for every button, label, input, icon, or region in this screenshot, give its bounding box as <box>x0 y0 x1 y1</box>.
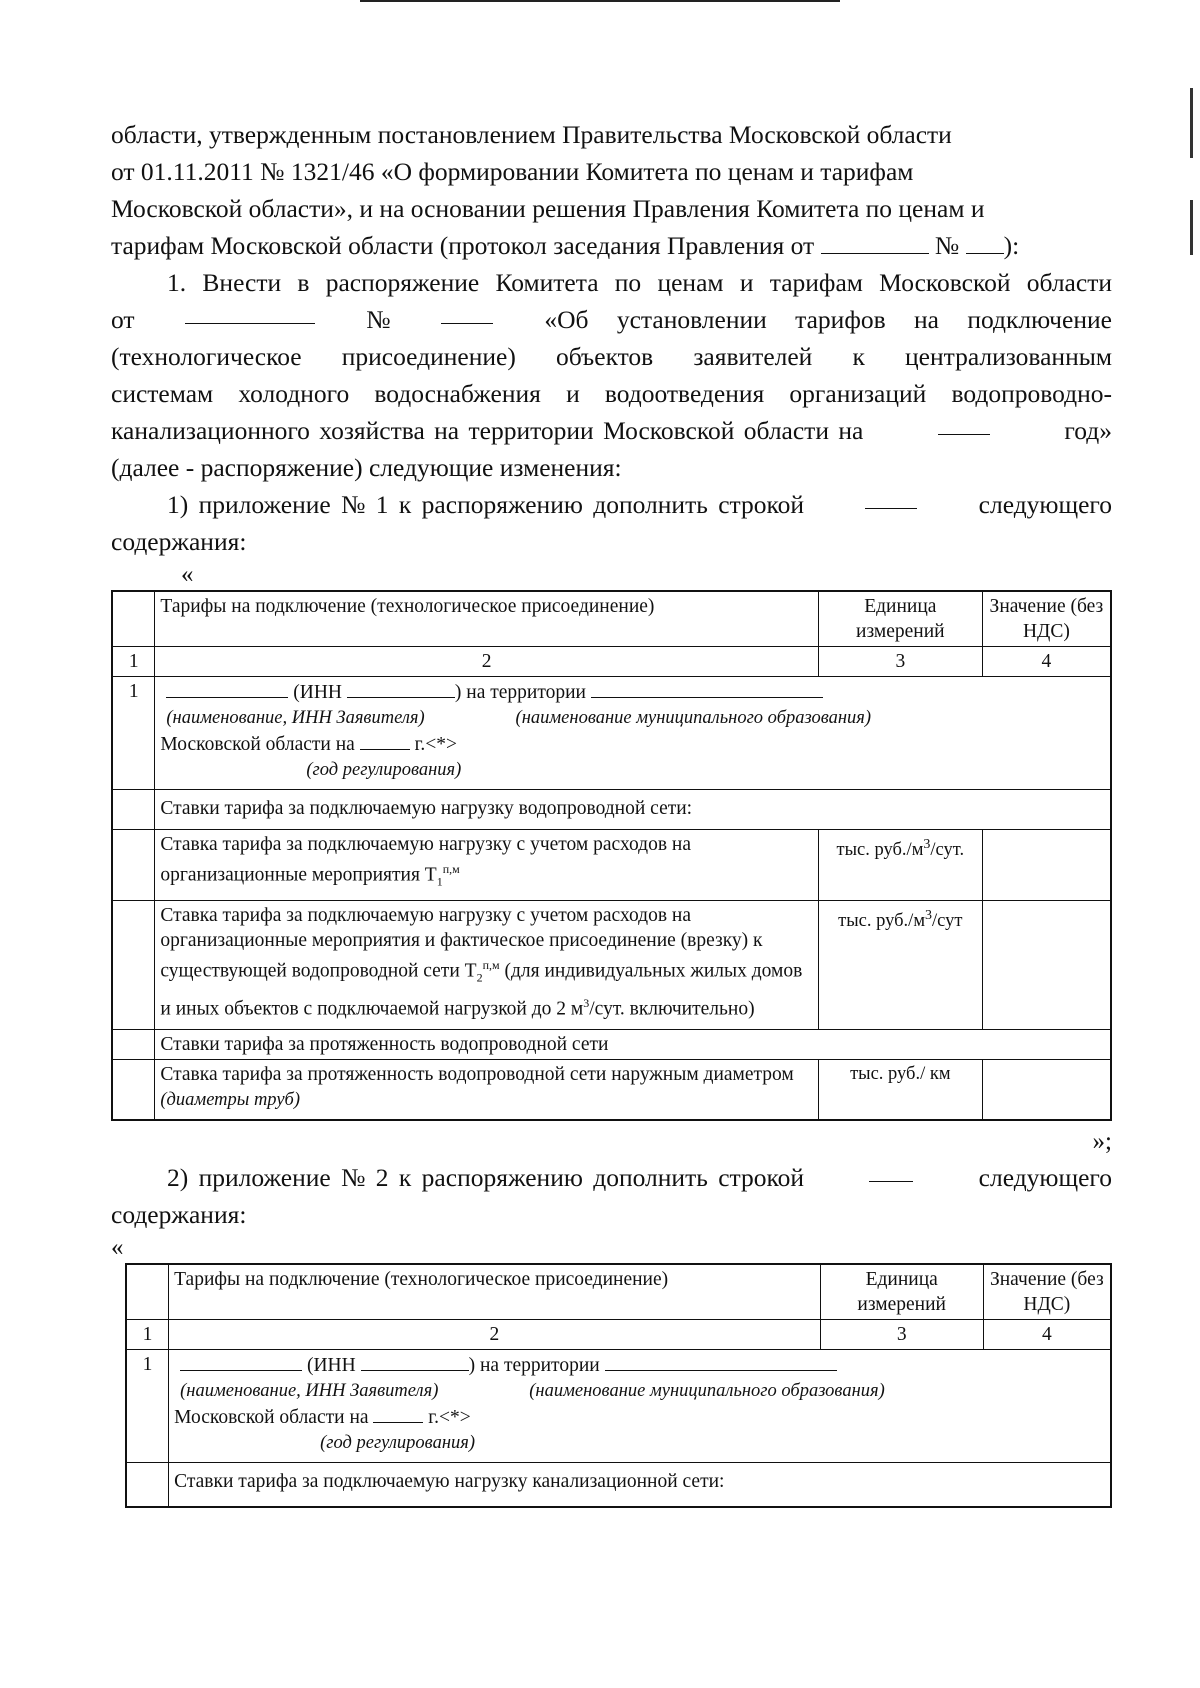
intro-line: от 01.11.2011 № 1321/46 «О формировании Комитета по ценам и тарифам <box>111 157 914 186</box>
unit-cell: тыс. руб./ км <box>818 1060 982 1121</box>
year-note: (год регулирования) <box>306 760 462 780</box>
value-cell <box>982 830 1111 901</box>
item1-paragraph <box>111 264 1112 301</box>
municipality-note: (наименование муниципального образования) <box>515 708 872 728</box>
municipality-note: (наименование муниципального образования) <box>529 1381 885 1402</box>
table-cell <box>126 1264 169 1320</box>
header-tariff: Тарифы на подключение (технологическое присоединение) <box>155 591 818 647</box>
table-cell <box>126 1463 169 1508</box>
sub2-text: 2) приложение № 2 к распоряжению дополнить строкой <box>167 1163 804 1193</box>
table-cell: 2 <box>155 647 818 677</box>
table-row <box>112 901 1111 1030</box>
sub2-line <box>111 1159 1112 1196</box>
rate-text: Ставка тарифа за протяженность водопроводной сети наружным диаметром <box>160 1064 794 1086</box>
header-unit: Единица измерений <box>818 591 982 647</box>
intro-line: тарифам Московской области (протокол заседания Правления от <box>111 231 815 260</box>
rate-sub: 1 <box>436 874 443 889</box>
note-line <box>174 1378 1105 1404</box>
open-quote: « <box>181 561 194 588</box>
table-cell <box>112 1060 155 1121</box>
region-line <box>174 1404 1105 1430</box>
inn-blank <box>361 1352 469 1371</box>
table-row <box>126 1350 1111 1463</box>
number-sign: № <box>366 305 391 334</box>
table-cell: 2 <box>169 1320 821 1350</box>
territory-label: ) на территории <box>454 682 586 703</box>
sub1-line <box>111 486 1112 523</box>
item1-text: год» <box>1064 416 1112 445</box>
unit-text: тыс. руб./м <box>838 911 926 932</box>
row-number: 1 <box>112 677 155 790</box>
unit-text: тыс. руб./м <box>836 840 924 861</box>
close-quote: »; <box>1092 1128 1112 1156</box>
sub1-line <box>111 523 1112 560</box>
header-value: Значение (без НДС) <box>983 1264 1111 1320</box>
year-note-line <box>160 757 1105 783</box>
table-header-row <box>112 591 1111 647</box>
rate-sup: п,м <box>482 958 500 973</box>
territory-label: ) на территории <box>468 1355 600 1377</box>
sub2-line <box>111 1196 1112 1233</box>
applicant-cell <box>155 677 1111 790</box>
year-blank <box>938 412 990 435</box>
header-value: Значение (без НДС) <box>982 591 1111 647</box>
note-line <box>160 705 1105 731</box>
tariff-table-1 <box>111 590 1112 1121</box>
section-sewer-load: Ставки тарифа за подключаемую нагрузку канализационной сети: <box>169 1463 1111 1508</box>
table-cell: 4 <box>983 1320 1111 1350</box>
rate-text: (для индивидуальных жилых домов и иных объектов с подключаемой нагрузкой до 2 м <box>160 960 803 1020</box>
document-page <box>111 116 1112 1508</box>
sub1-text: 1) приложение № 1 к распоряжению дополнить строкой <box>167 490 804 519</box>
name-blank <box>166 679 288 698</box>
table-cell: 3 <box>818 647 982 677</box>
intro-paragraph <box>111 116 1112 264</box>
year-note-line <box>174 1430 1105 1456</box>
item1-line <box>111 338 1112 375</box>
table-section-row <box>112 1030 1111 1060</box>
name-note: (наименование, ИНН Заявителя) <box>166 708 425 728</box>
item1-line <box>111 375 1112 412</box>
header-unit: Единица измерений <box>820 1264 983 1320</box>
inn-label: (ИНН <box>306 1355 356 1377</box>
rate-text: Ставка тарифа за подключаемую нагрузку с учетом расходов на организационные мероприятия T <box>160 834 691 886</box>
date-blank <box>821 231 929 254</box>
applicant-line <box>174 1352 1105 1378</box>
rate-organizational <box>155 830 818 901</box>
year-suffix: г.<*> <box>414 734 457 755</box>
unit-sup: 3 <box>923 837 931 852</box>
date-blank <box>185 301 315 324</box>
intro-line: Московской области», и на основании решения Правления Комитета по ценам и <box>111 194 985 223</box>
territory-blank <box>605 1352 837 1371</box>
intro-line: ): <box>1003 231 1020 260</box>
open-quote: « <box>111 1234 124 1262</box>
table-cell <box>112 790 155 830</box>
rate-sub: 2 <box>476 970 483 985</box>
table-row <box>112 677 1111 790</box>
region-line <box>160 731 1105 757</box>
sub1-text: содержания: <box>111 527 247 556</box>
rate-note: (диаметры труб) <box>160 1090 300 1111</box>
item1-line <box>111 412 1112 449</box>
unit-text: /сут. <box>930 840 965 861</box>
unit-text: /сут <box>932 911 963 932</box>
year-blank <box>373 1404 423 1423</box>
intro-line: области, утвержденным постановлением Правительства Московской области <box>111 120 952 149</box>
applicant-line <box>160 679 1105 705</box>
table-number-row <box>126 1320 1111 1350</box>
row-blank <box>865 486 917 509</box>
item1-line: 1. Внести в распоряжение Комитета по ценам и тарифам Московской области <box>167 268 1112 297</box>
item1-text: (технологическое присоединение) объектов заявителей к централизованным <box>111 342 1112 371</box>
section-water-load: Ставки тарифа за подключаемую нагрузку водопроводной сети: <box>155 790 1111 830</box>
table-section-row <box>126 1463 1111 1508</box>
rate-sup: 3 <box>583 995 590 1010</box>
territory-blank <box>591 679 823 698</box>
item1-title-start: «Об установлении тарифов на подключение <box>544 305 1112 334</box>
item1-line <box>111 449 1112 486</box>
number-blank <box>441 301 493 324</box>
scan-edge-mark <box>1190 200 1193 255</box>
table-cell <box>112 830 155 901</box>
number-sign: № <box>934 231 960 260</box>
name-note: (наименование, ИНН Заявителя) <box>180 1381 439 1402</box>
item1-text: системам холодного водоснабжения и водоотведения организаций водопроводно- <box>111 379 1112 408</box>
table-number-row <box>112 647 1111 677</box>
header-tariff: Тарифы на подключение (технологическое присоединение) <box>169 1264 821 1320</box>
table-header-row <box>126 1264 1111 1320</box>
sub2-text: следующего <box>978 1163 1112 1193</box>
sub2-text: содержания: <box>111 1200 247 1230</box>
region-label: Московской области на <box>160 734 355 755</box>
region-label: Московской области на <box>174 1407 369 1429</box>
rate-text: /сут. включительно) <box>589 998 755 1020</box>
table-row <box>112 1060 1111 1121</box>
tariff-table-2 <box>125 1263 1112 1508</box>
table-cell: 1 <box>126 1320 169 1350</box>
rate-connection <box>155 901 818 1030</box>
item1-line <box>111 301 1112 338</box>
rate-sup: п,м <box>442 862 460 876</box>
rate-length <box>155 1060 818 1121</box>
table-cell <box>112 591 155 647</box>
table-row <box>112 830 1111 901</box>
scan-edge-mark <box>1190 88 1193 158</box>
inn-label: (ИНН <box>293 682 343 703</box>
item1-text: (далее - распоряжение) следующие изменения: <box>111 453 622 482</box>
unit-sup: 3 <box>925 908 933 924</box>
rate-text: Ставка тарифа за подключаемую нагрузку с учетом расходов на организационные мероприятия и фактическое присоединение (врезку) к существующей водопроводной сети T <box>160 905 763 982</box>
year-blank <box>360 731 410 750</box>
top-scan-line <box>360 0 840 2</box>
inn-blank <box>347 679 455 698</box>
sub1-text: следующего <box>978 490 1112 519</box>
item1-from: от <box>111 305 135 334</box>
row-number: 1 <box>126 1350 169 1463</box>
year-note: (год регулирования) <box>320 1433 476 1454</box>
row-blank <box>869 1159 913 1182</box>
table-section-row <box>112 790 1111 830</box>
year-suffix: г.<*> <box>428 1407 471 1429</box>
table-cell <box>112 901 155 1030</box>
unit-cell <box>818 901 982 1030</box>
name-blank <box>180 1352 302 1371</box>
item1-text: канализационного хозяйства на территории Московской области на <box>111 416 864 445</box>
table-cell: 4 <box>982 647 1111 677</box>
applicant-cell <box>169 1350 1111 1463</box>
table-cell: 3 <box>820 1320 983 1350</box>
table-cell: 1 <box>112 647 155 677</box>
value-cell <box>982 1060 1111 1121</box>
section-water-length: Ставки тарифа за протяженность водопроводной сети <box>155 1030 1111 1060</box>
number-blank <box>966 231 1004 254</box>
unit-cell <box>818 830 982 901</box>
value-cell <box>982 901 1111 1030</box>
table-cell <box>112 1030 155 1060</box>
